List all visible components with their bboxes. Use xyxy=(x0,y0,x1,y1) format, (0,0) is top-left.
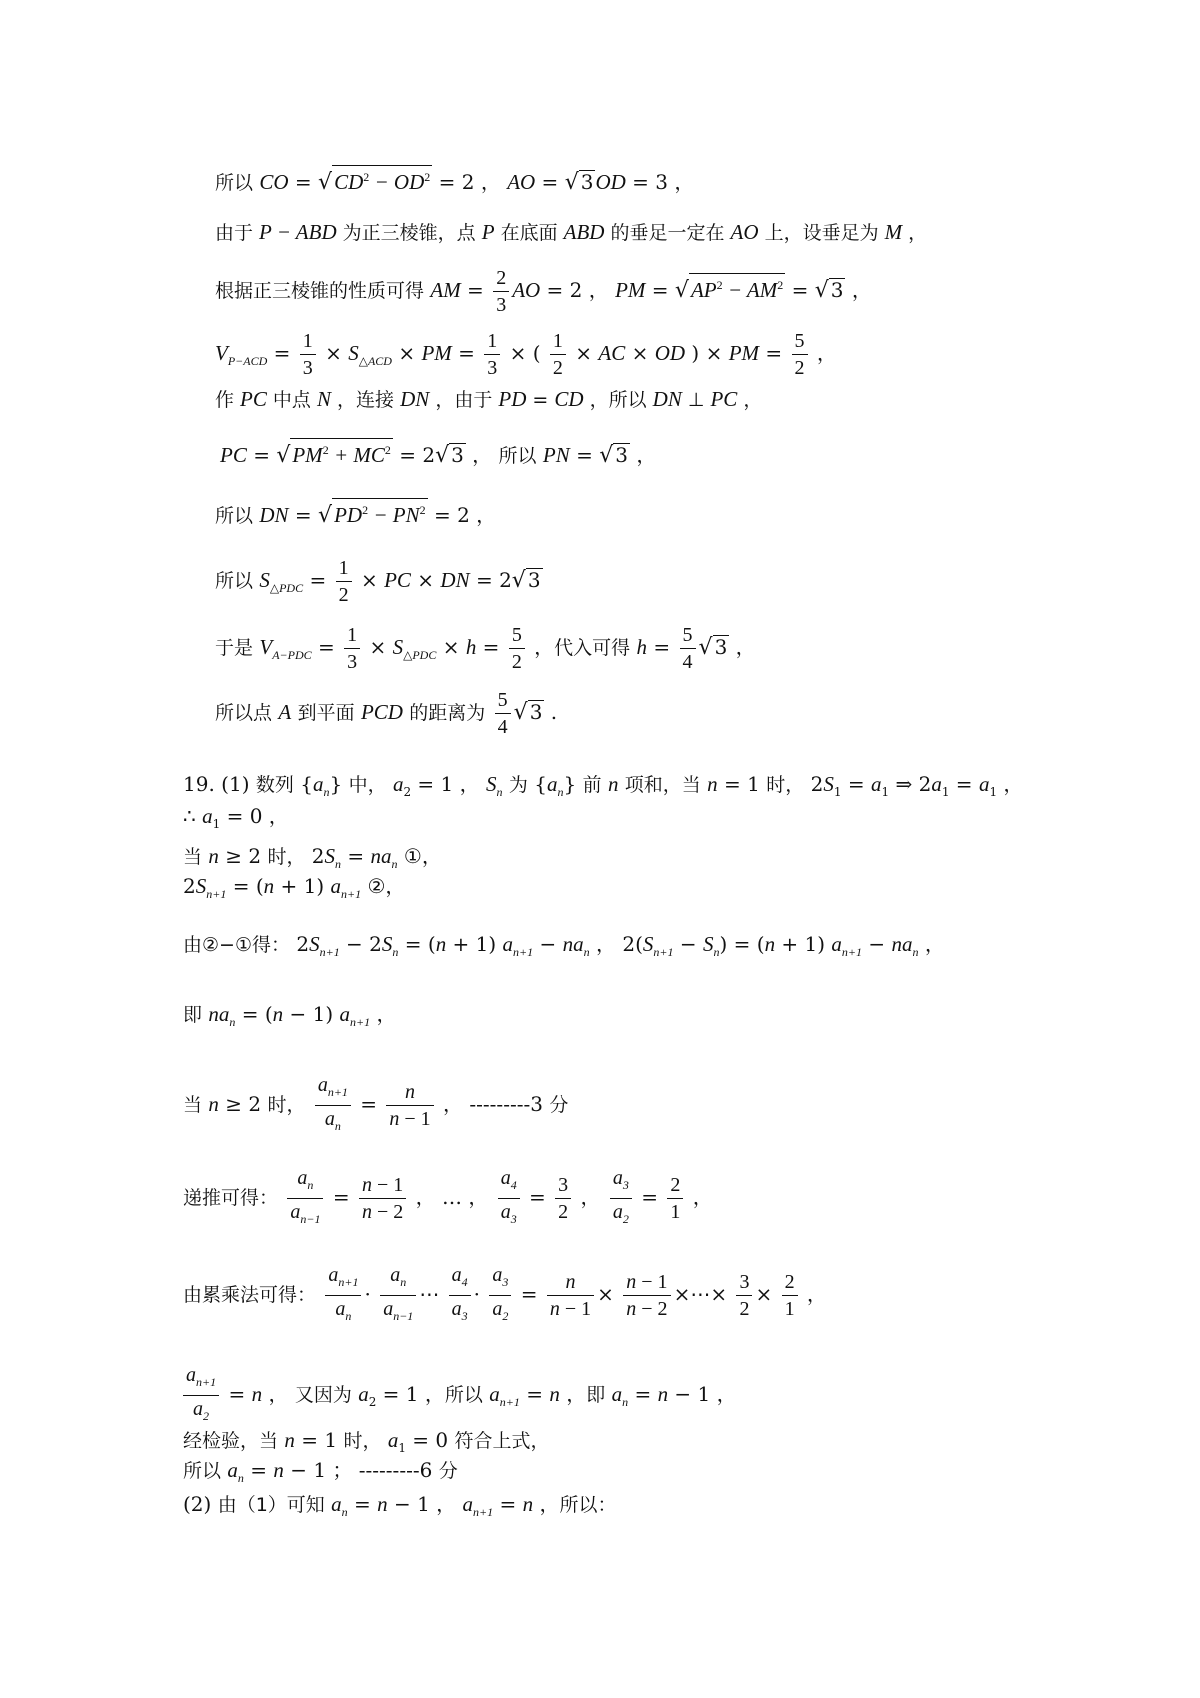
text-line: 所以点 A 到平面 PCD 的距离为 $\frac{5}{4}$ √ 3 . xyxy=(215,689,558,738)
text-line: (2) 由（1）可知 $a_n = n - 1$ ， $a_{n+1} = n$ ，所以： xyxy=(183,1492,617,1520)
text-line: 递推可得： $\frac{a_n}{a_{n-1}}$ = $\frac{n - 1}{n - 2}$ ， … ， $\frac{a_4}{a_3}$ = $\frac{3}{2}$ ， $\frac{a_3}{a_2}$ = $\frac{2}{1}$ ， xyxy=(183,1167,713,1226)
text-line: $V_{P-ACD}$ = $\frac{1}{3}$ × $S_{\triangle ACD}$ × PM = $\frac{1}{3}$ × ( $\frac{1}{2}$ × AC × OD ) × PM = $\frac{5}{2}$ ， xyxy=(215,330,837,379)
text-line: $\frac{a_{n+1}}{a_2}$ = n ， 又因为 $a_2 = 1$ ，所以 $a_{n+1} = n$ ，即 $a_n = n - 1$ ， xyxy=(180,1362,737,1429)
text-line: PC = $√PM^2 + MC^2 = 2√$ 3 ， 所以 PN = √ 3 ， xyxy=(220,438,656,470)
text-line: 所以 $a_n = n - 1$ ； ---------6 分 xyxy=(183,1458,458,1486)
text-line: 由于 P − ABD 为正三棱锥，点 P 在底面 ABD 的垂足一定在 AO 上，设垂足为 M ， xyxy=(215,220,928,244)
text-line: 即 $na_n = (n - 1)$ $a_{n+1}$ ， xyxy=(183,1002,397,1030)
text-line: 由②−①得： $2S_{n+1} - 2S_n = (n + 1) a_{n+1} - na_n$ ， $2(S_{n+1} - S_n) = (n + 1) a_{n+1} - na_n$ ， xyxy=(183,932,945,960)
text-line: 19. (1) 数列 $\{a_n\}$ 中， $a_2 = 1$ ， $S_n$ 为 $\{a_n\}$ 前 n 项和，当 n = 1 时， $2S_1 = a_1$ ⇒ $2a_1 = a_1$ ， xyxy=(183,772,1024,800)
text-line: 所以 CO = $√CD^2 - OD^2 = 2$ ， AO = √ 3OD = 3 ， xyxy=(215,165,694,197)
text-line: 当 n ≥ 2 时， $\frac{a_{n+1}}{a_n}$ = $\frac{n}{n - 1}$ ， ---------3 分 xyxy=(183,1074,569,1133)
text-line: 根据正三棱锥的性质可得 AM = $\frac{2}{3}$ AO = 2 ， PM = $√AP^2 - AM^2$ = √ 3 ， xyxy=(215,267,872,316)
text-line: 所以 $S_{\triangle PDC}$ = $\frac{1}{2}$ × PC × DN = 2√ 3 xyxy=(215,557,541,606)
text-line: 所以 DN = $√PD^2 - PN^2 = 2$ ， xyxy=(215,498,496,530)
text-line: 由累乘法可得： $\frac{a_{n+1}}{a_n}$ · $\frac{a_n}{a_{n-1}}$ ⋯ $\frac{a_4}{a_3}$ · $\frac{a_3}{a_2}$ = $\frac{n}{n - 1}$ × $\frac{n - 1}{n - 2}$ ×⋯× $\frac{3}{2}$ × $\frac{2}{1}$ ， xyxy=(183,1264,827,1323)
text-line: 作 PC 中点 N ，连接 DN ，由于 PD = CD ，所以 DN ⊥ PC ， xyxy=(215,387,763,411)
text-line: $2S_{n+1} = (n + 1)$ $a_{n+1}$ ②， xyxy=(183,874,406,902)
text-line: ∴ $a_1 = 0$ ， xyxy=(183,804,289,831)
text-line: 经检验，当 n = 1 时， $a_1 = 0$ 符合上式， xyxy=(183,1428,550,1455)
text-line: 于是 $V_{A-PDC}$ = $\frac{1}{3}$ × $S_{\triangle PDC} \times h$ = $\frac{5}{2}$ ，代入可得 h = $\frac{5}{4}$ √ 3 ， xyxy=(215,624,756,673)
text-line: 当 n ≥ 2 时， $2S_n = na_n$ ①， xyxy=(183,844,442,872)
